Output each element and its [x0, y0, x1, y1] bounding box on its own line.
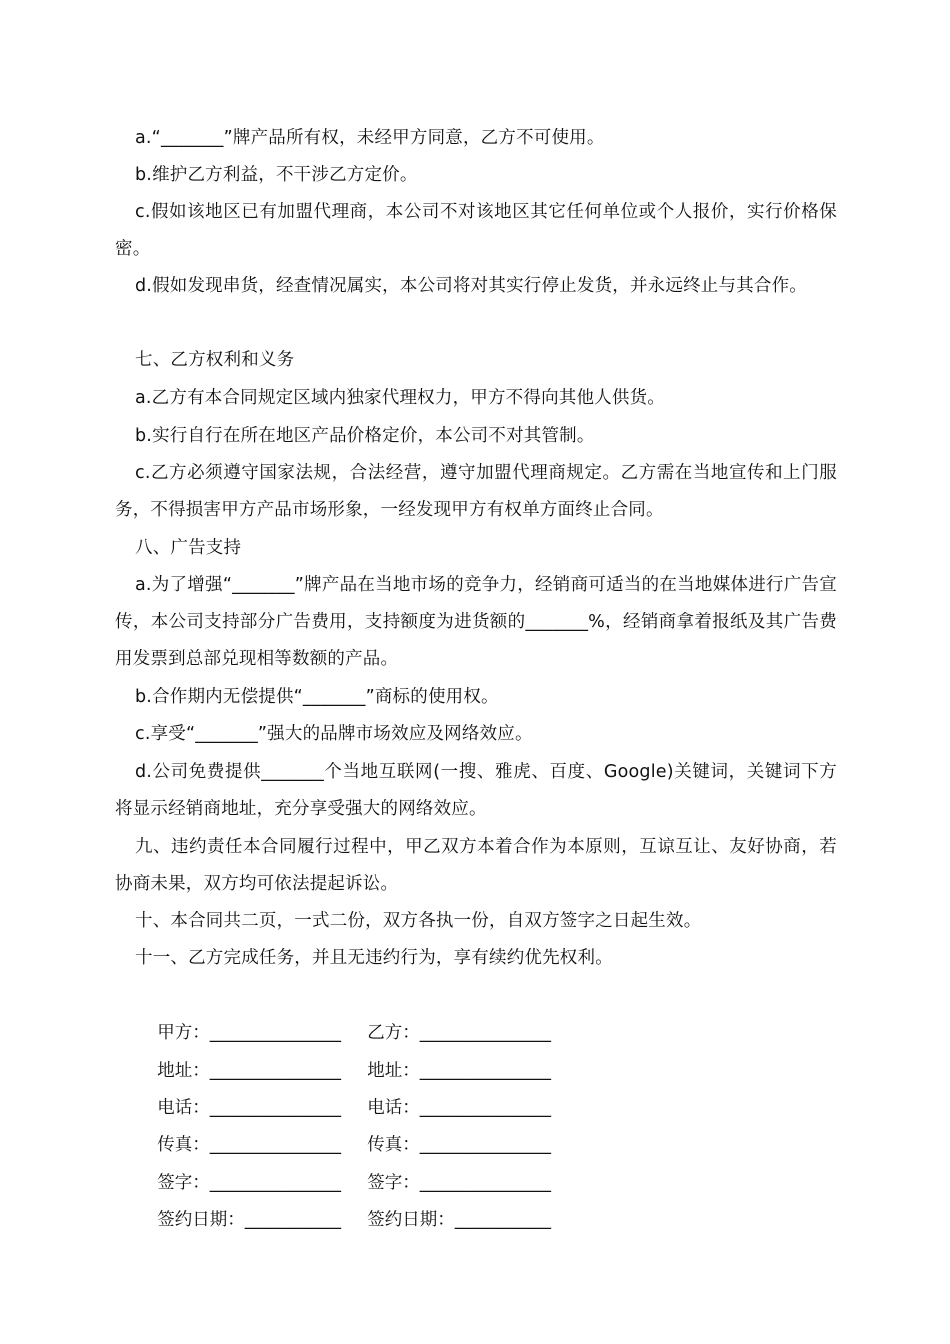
- clause-7a: a.乙方有本合同规定区域内独家代理权力，甲方不得向其他人供货。: [135, 388, 665, 408]
- fax-b-field: 传真：_______________: [367, 1135, 552, 1155]
- sign-b-field: 签字：_______________: [367, 1173, 552, 1193]
- section-8-heading: 八、广告支持: [135, 538, 242, 558]
- fax-a-field: 传真：_______________: [157, 1135, 342, 1155]
- clause-6d: d.假如发现串货，经查情况属实，本公司将对其实行停止发货，并永远终止与其合作。: [135, 276, 807, 296]
- section-11: 十一、乙方完成任务，并且无违约行为，享有续约优先权利。: [135, 948, 613, 968]
- section-9: 九、违约责任本合同履行过程中，甲乙双方本着合作为本原则，互谅互让、友好协商，若协商未果，双方均可依法提起诉讼。: [115, 837, 837, 894]
- clause-8b: b.合作期内无偿提供“_______”商标的使用权。: [135, 687, 499, 707]
- section-10: 十、本合同共二页，一式二份，双方各执一份，自双方签字之日起生效。: [135, 911, 702, 931]
- clause-8c: c.享受“_______”强大的品牌市场效应及网络效应。: [135, 724, 533, 744]
- phone-b-field: 电话：_______________: [367, 1098, 552, 1118]
- clause-7c: c.乙方必须遵守国家法规，合法经营，遵守加盟代理商规定。乙方需在当地宣传和上门服务，不得损害甲方产品市场形象，一经发现甲方有权单方面终止合同。: [115, 463, 837, 520]
- clause-8a: a.为了增强“_______”牌产品在当地市场的竞争力，经销商可适当的在当地媒体进行广告宣传，本公司支持部分广告费用，支持额度为进货额的_______%，经销商拿着报纸及其广告费用发票到总部兑现相等数额的产品。: [115, 575, 837, 669]
- party-b-field: 乙方：_______________: [367, 1023, 552, 1043]
- signature-row-date: [135, 1165, 551, 1276]
- clause-6b: b.维护乙方利益，不干涉乙方定价。: [135, 165, 418, 185]
- clause-6c: c.假如该地区已有加盟代理商，本公司不对该地区其它任何单位或个人报价，实行价格保密。: [115, 202, 837, 259]
- address-b-field: 地址：_______________: [367, 1061, 552, 1081]
- party-a-field: 甲方：_______________: [157, 1023, 342, 1043]
- date-a-field: 签约日期：___________: [157, 1210, 342, 1230]
- clause-6a: a.“_______”牌产品所有权，未经甲方同意，乙方不可使用。: [135, 128, 605, 148]
- sign-a-field: 签字：_______________: [157, 1173, 342, 1193]
- date-b-field: 签约日期：___________: [367, 1210, 552, 1230]
- clause-8d: d.公司免费提供_______个当地互联网(一搜、雅虎、百度、Google)关键词，关键词下方将显示经销商地址，充分享受强大的网络效应。: [115, 762, 837, 819]
- section-7-heading: 七、乙方权利和义务: [135, 350, 295, 370]
- address-a-field: 地址：_______________: [157, 1061, 342, 1081]
- clause-7b: b.实行自行在所在地区产品价格定价，本公司不对其管制。: [135, 426, 595, 446]
- phone-a-field: 电话：_______________: [157, 1098, 342, 1118]
